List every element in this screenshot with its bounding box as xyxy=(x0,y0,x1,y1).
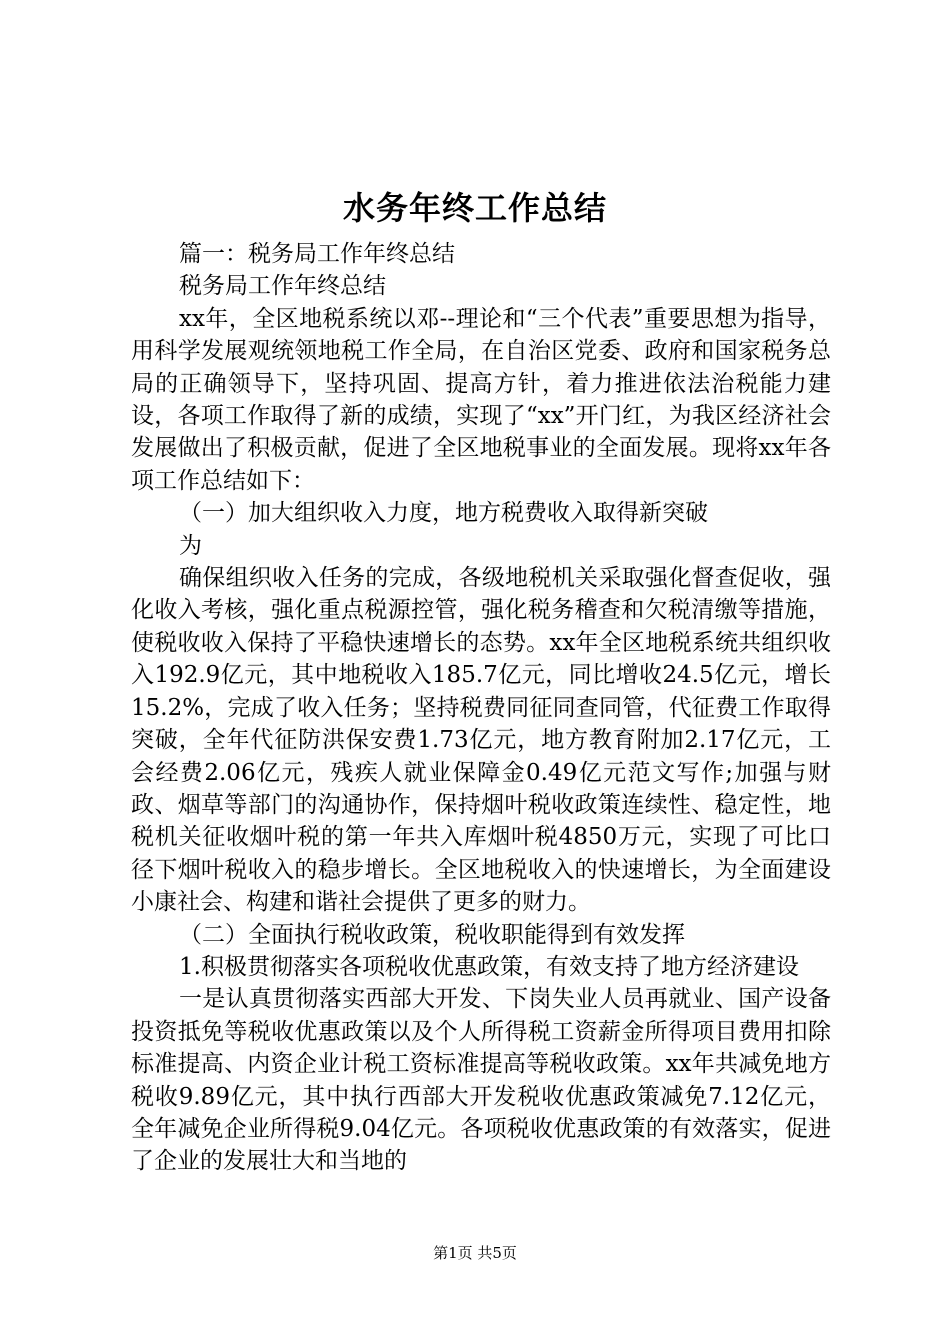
paragraph-heading-1: （一）加大组织收入力度，地方税费收入取得新突破 xyxy=(179,500,708,527)
document-title: 水务年终工作总结 xyxy=(342,189,607,227)
paragraph-heading-2: （二）全面执行税收政策，税收职能得到有效发挥 xyxy=(179,921,685,948)
page-footer: 第1页 共5页 xyxy=(433,1244,517,1262)
document-body xyxy=(131,238,831,1178)
paragraph-intro: xx年，全区地税系统以邓--理论和“三个代表”重要思想为指导，用科学发展观统领地税工作全局，在自治区党委、政府和国家税务总局的正确领导下，坚持巩固、提高方针，着力推进依法治税能力建设，各项工作取得了新的成绩，实现了“xx”开门红，为我区经济社会发展做出了积极贡献，促进了全区地税事业的全面发展。现将xx年各项工作总结如下： xyxy=(131,305,831,494)
paragraph-subheading-1: 1.积极贯彻落实各项税收优惠政策，有效支持了地方经济建设 xyxy=(179,953,799,980)
paragraph-revenue: 确保组织收入任务的完成，各级地税机关采取强化督查促收，强化收入考核，强化重点税源控管，强化税务稽查和欠税清缴等措施，使税收收入保持了平稳快速增长的态势。xx年全区地税系统共组织收入192.9亿元，其中地税收入185.7亿元，同比增收24.5亿元，增长15.2%，完成了收入任务；坚持税费同征同查同管，代征费工作取得突破，全年代征防洪保安费1.73亿元，地方教育附加2.17亿元，工会经费2.06亿元，残疾人就业保障金0.49亿元范文写作;加强与财政、烟草等部门的沟通协作，保持烟叶税收政策连续性、稳定性，地税机关征收烟叶税的第一年共入库烟叶税4850万元，实现了可比口径下烟叶税收入的稳步增长。全区地税收入的快速增长，为全面建设小康社会、构建和谐社会提供了更多的财力。 xyxy=(131,565,831,916)
paragraph-fragment: 为 xyxy=(179,532,202,559)
paragraph-policy: 一是认真贯彻落实西部大开发、下岗失业人员再就业、国产设备投资抵免等税收优惠政策以及个人所得税工资薪金所得项目费用扣除标准提高、内资企业计税工资标准提高等税收政策。xx年共减免地方税收9.89亿元，其中执行西部大开发税收优惠政策减免7.12亿元，全年减免企业所得税9.04亿元。各项税收优惠政策的有效落实，促进了企业的发展壮大和当地的 xyxy=(131,986,831,1175)
paragraph-section-heading: 篇一：税务局工作年终总结 xyxy=(179,241,455,267)
paragraph-subtitle: 税务局工作年终总结 xyxy=(179,273,386,300)
